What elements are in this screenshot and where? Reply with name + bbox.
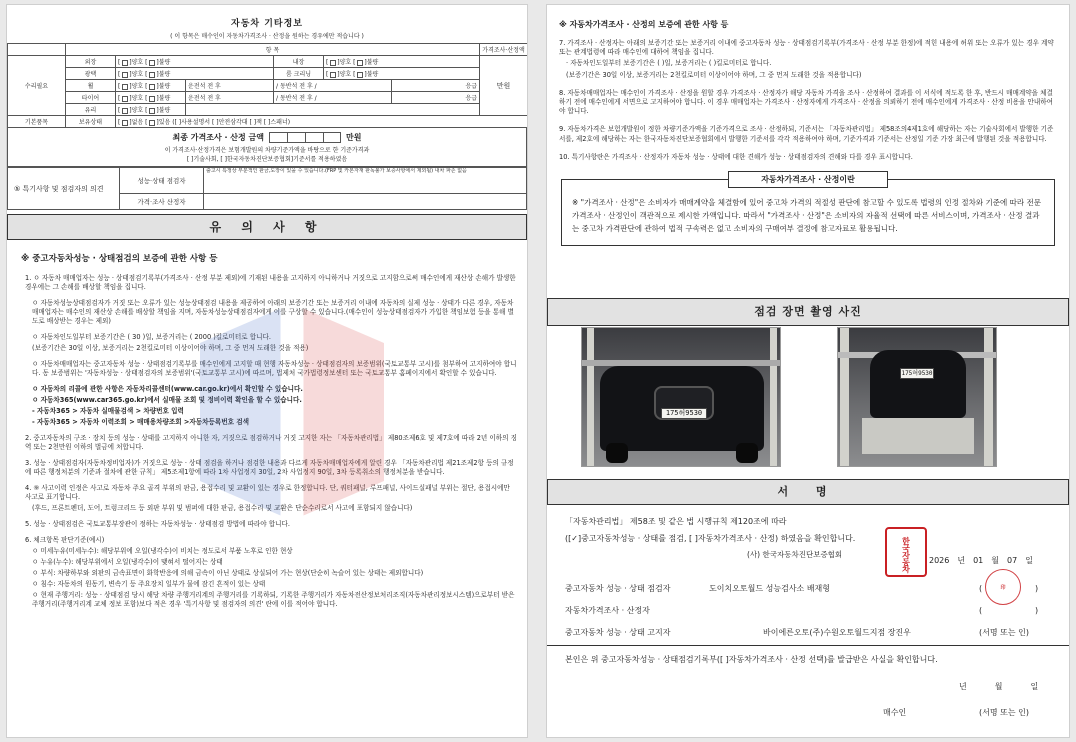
guarantee-item-line: (보증기간은 30일 이상, 보증거리는 2천킬로미터 이상이어야 하며, 그 중 먼저 도래한 것을 적용합니다) <box>566 70 862 79</box>
sign-date-month-unit: 월 <box>991 556 1000 565</box>
exterior-options[interactable]: [ ]양호 [ ]불량 <box>116 56 274 68</box>
pricer-seal-paren: ( <box>979 606 983 615</box>
notice-item-line: 6. 체크항목 판단기준(예시) <box>25 536 105 544</box>
wheel-options[interactable]: [ ]양호 [ ]불량 <box>116 80 186 92</box>
buyer-date: 년 월 일 <box>959 682 1039 691</box>
opinion-inspector-text: 출고시 특정상 부분적인 판금,도장이 있을 수 있습니다.(FRP 및 카본자재 판독불가 보증사항에서 제외됨) 내차 파손 없음 <box>204 168 527 194</box>
notice-item <box>25 360 517 378</box>
inspection-photo-rear <box>837 327 997 467</box>
info-box <box>561 179 1055 246</box>
final-price-note1: 이 가격조사·산정가격은 보험개발원의 차량기준가액을 바탕으로 한 기준가격과 <box>164 147 370 154</box>
inspector-seal-paren-close: ) <box>1035 584 1039 593</box>
notice-item <box>25 333 517 353</box>
notice-item-line: 1. ㅇ 자동차 매매업자는 성능 · 상태점검기록부(가격조사 · 산정 부분 제외)에 기재된 내용을 고지하지 아니하거나 거짓으로 고지함으로써 매수인에게 재산상 손해가 발생한 경우에는 그 손해를 배상할 책임을 집니다. <box>25 274 516 291</box>
gloss-options[interactable]: [ ]양호 [ ]불량 <box>116 68 274 80</box>
notice-item <box>25 385 517 427</box>
notice-item-line: ㅇ 현재 주행거리: 성능 · 상태점검 당시 해당 차량 주행거리계의 주행거리를 기록하되, 기록한 주행거리가 자동차전산정보처리조직(자동차관리정보시스템)으로부터 받은 주행거리(주행거리계 교체 정보 포함)보다 적은 경우 '특기사항 및 점검자의 의견' 란에 이를 적어야 합니다. <box>32 591 515 608</box>
etc-info-table <box>7 43 528 128</box>
notice-item-line: ㅇ 자동차의 리콜에 관한 사항은 자동차리콜센터(www.car.go.kr)에서 확인할 수 있습니다. <box>32 385 303 393</box>
row-label-gloss: 광택 <box>66 68 116 80</box>
left-page <box>6 4 528 738</box>
tire-options[interactable]: [ ]양호 [ ]불량 <box>116 92 186 104</box>
guarantee-item-line: · 자동차인도일부터 보증기간은 ( )일, 보증거리는 ( )킬로미터로 합니다. <box>566 59 772 68</box>
wheel-driver: 운전석 전 후 <box>186 80 274 92</box>
guarantee-item-line: 8. 자동차매매업자는 매수인이 가격조사 · 산정을 원할 경우 가격조사 · 산정자가 해당 자동차 가격을 조사 · 산정하여 결과를 이 서식에 적도록 한 후, 반드시 매매계약을 체결하기 전에 매수인에게 서면으로 고지하여야 합니다. 이 경우 매매업자는 가격조사 · 산정자에게 가격조사 · 산정을 의뢰하기 전에 매수인에게 가격조사 · 산정 비용을 안내하여야 합니다. <box>559 88 1053 116</box>
inspector-seal-icon: 印 <box>985 569 1021 605</box>
group-basic-label: 기본품목 <box>8 116 66 128</box>
guarantee-item-line: 10. 특기사항란은 가격조사 · 산정자가 자동차 성능 · 상태에 대한 견해가 성능 · 상태점검자의 견해와 다를 경우 표시합니다. <box>559 152 913 161</box>
sign-date-day-unit: 일 <box>1025 556 1033 565</box>
plate-rear: 175허9530 <box>901 370 933 377</box>
sign-line2: ([✓]중고자동차성능 · 상태를 점검, [ ]자동차가격조사 · 산정) 하였음을 확인합니다. <box>565 534 856 543</box>
row-label-exterior: 외장 <box>66 56 116 68</box>
form-subtitle: ( 이 항목은 매수인이 자동차가격조사 · 산정을 원하는 경우에만 적습니다 ) <box>170 33 364 40</box>
buyer-sign: (서명 또는 인) <box>979 708 1029 717</box>
final-price-block <box>7 128 527 167</box>
tire-emergency: 응급 <box>392 92 480 104</box>
col-header-price: 가격조사·산정액 <box>480 44 528 56</box>
opinion-inspector-label: 성능·상태 점검자 <box>120 168 204 194</box>
info-box-text: ※ "가격조사 · 산정"은 소비자가 매매계약을 체결함에 있어 중고차 가격의 적절성 판단에 참고할 수 있도록 법령의 인정 절차와 기준에 따라 전문 가격조사 · 산정인이 객관적으로 제시한 가액입니다. 따라서 "가격조사 · 산정"은 소비자의 자율적 선택에 따른 서비스이며, 가격조사 · 산정 결과는 중고차 가격판단에 관하여 법적 구속력은 없고 소비자의 구매여부 결정에 참고자료로 활용됩니다. <box>572 198 1041 234</box>
guarantee-item <box>559 125 1057 143</box>
photo-heading: 점검 장면 촬영 사진 <box>547 298 1069 326</box>
opinion-pricer-field[interactable] <box>204 194 527 210</box>
guarantee-item <box>559 39 1057 80</box>
row-label-room-cleaning: 룸 크리닝 <box>274 68 324 80</box>
notice-item-line: 2. 중고자동차의 구조 · 장치 등의 성능 · 상태를 고지하지 아니한 자, 거짓으로 점검하거나 거짓 고지한 자는 「자동차관리법」 제80조제6호 및 제7호에 따라 2년 이하의 징역 또는 2천만원 이하의 벌금에 처합니다. <box>25 434 517 451</box>
notice-item-line: (보증기간은 30일 이상, 보증거리는 2천킬로미터 이상이어야 하며, 그 중 먼저 도래한 것을 적용) <box>32 344 309 352</box>
wheel-passenger: / 동반석 전 후 / <box>274 80 392 92</box>
notice-item-line: ㅇ 누유(누수): 해당부위에서 오일(냉각수)이 맺혀서 떨어지는 상태 <box>32 558 223 566</box>
sign-heading: 서 명 <box>547 479 1069 505</box>
inspection-photo-front <box>581 327 781 467</box>
opinion-label: ⑤ 특기사항 및 점검자의 의견 <box>8 168 120 210</box>
final-price-box[interactable] <box>269 132 341 143</box>
notice-item-line: ㅇ 미세누유(미세누수): 해당부위에 오일(냉각수)이 비치는 정도로서 부품 노후로 인한 현상 <box>32 547 293 555</box>
tire-driver: 운전석 전 후 <box>186 92 274 104</box>
price-unit: 만원 <box>480 56 528 116</box>
notice-item-line: 4. ⑨ 사고이력 인정은 사고로 자동차 주요 골격 부위의 판금, 용접수리 및 교환이 있는 경우로 한정합니다. 단, 쿼터패널, 루프패널, 사이드실패널 부위는 절단, 용접시에만 사고로 표기합니다. <box>25 484 510 501</box>
divider <box>547 645 1069 646</box>
notice-item-line: 3. 성능 · 상태점검자(자동차정비업자)가 거짓으로 성능 · 상태 점검을 하거나 점검한 내용과 다르게 자동차매매업자에게 알린 경우 「자동차관리법 제21조제2항 등의 규정에 따른 행정처분의 기준과 절차에 관한 규칙」 제5조제1항에 따라 1차 사업정지 30일, 2차 사업정지 90일, 3차 등록취소의 행정처분을 받습니다. <box>25 459 514 476</box>
sign-date-day: 07 <box>1007 556 1018 565</box>
notice-item <box>25 459 517 477</box>
inspector-seal-paren: ( <box>979 584 983 593</box>
association-name: (사) 한국자동차진단보증협회 <box>747 550 843 559</box>
sign-date-month: 01 <box>973 556 984 565</box>
notice-item-line: (후드, 프론트펜더, 도어, 트렁크리드 등 외판 부위 및 범퍼에 대한 판금, 용접수리 및 교환은 단순수리로서 사고에 포함되지 않습니다) <box>32 504 413 512</box>
notice-item-line: 5. 성능 · 상태점검은 국토교통부장관이 정하는 자동차성능 · 상태점검 방법에 따라야 합니다. <box>25 520 290 528</box>
col-header-item: 항 목 <box>66 44 480 56</box>
holding-options[interactable]: [ ]없음 [ ]있음 ([ ]사용설명서 [ ]안전삼각대 [ ]잭 [ ]스패너) <box>116 116 528 128</box>
row-label-tire: 타이어 <box>66 92 116 104</box>
notice-item-line: ㅇ 자동차성능상태점검자가 거짓 또는 오류가 있는 성능상태점검 내용을 제공하여 아래의 보증기간 또는 보증거리 이내에 자동차의 실제 성능 · 상태가 다른 경우, 자동차매매업자는 매수인의 재산상 손해를 배상할 책임을 지며, 자동차성능상태점검자에게 이를 구상할 수 있습니다.(매수인이 성능상태점검자가 가입한 책임보험 등을 통해 별도로 배상받는 경우는 제외) <box>32 299 514 325</box>
group-repair-label: 수리필요 <box>8 56 66 116</box>
notice-subheading: ※ 중고자동차성능 · 상태점검의 보증에 관한 사항 등 <box>21 254 218 264</box>
notice-item <box>25 484 517 513</box>
inspector-value: 도이치오토월드 성능검사소 배재형 <box>709 584 831 593</box>
notice-item-line: - 자동차365 > 자동차 실매물검색 > 차량번호 입력 <box>32 407 184 415</box>
notice-items <box>7 274 527 609</box>
room-cleaning-options[interactable]: [ ]양호 [ ]불량 <box>324 68 480 80</box>
tire-passenger: / 동반석 전 후 / <box>274 92 392 104</box>
notice-item-line: ㅇ 자동차365(www.car365.go.kr)에서 실매물 조회 및 정비이력 확인을 할 수 있습니다. <box>32 396 302 404</box>
glass-options[interactable]: [ ]양호 [ ]불량 <box>116 104 186 116</box>
sign-line1: 「자동차관리법」 제58조 및 같은 법 시행규칙 제120조에 따라 <box>565 517 787 526</box>
notice-item-line: ㅇ 침수: 자동차의 원동기, 변속기 등 주요장치 일부가 물에 잠긴 흔적이 있는 상태 <box>32 580 266 588</box>
sign-date-year: 2026 <box>929 556 950 565</box>
row-label-wheel: 휠 <box>66 80 116 92</box>
pricer-label: 자동차가격조사 · 산정자 <box>565 606 650 615</box>
notice-item-line: - 자동차365 > 자동차 이력조회 > 매매용차량조회 >자동차등록번호 검색 <box>32 418 250 426</box>
notice-item <box>25 299 517 326</box>
buyer-label: 매수인 <box>883 708 907 717</box>
guarantee-items <box>547 39 1069 162</box>
guarantee-item-line: 7. 가격조사 · 산정자는 아래의 보증기간 또는 보증거리 이내에 중고자동차 성능 · 상태점검기록부(가격조사 · 산정 부분 한정)에 적힌 내용에 허위 또는 오류가 있는 경우 계약 또는 관계법령에 따라 매수인에 대하여 책임을 집니다. <box>559 39 1054 57</box>
notice-item-line: ㅇ 자동차인도일부터 보증기간은 ( 30 )일, 보증거리는 ( 2000 )킬로미터로 합니다. <box>32 333 271 341</box>
guarantee-item-line: 9. 자동차가격은 보험개발원이 정한 차량기준가액을 기준가격으로 조사 · 산정하되, 기준서는 「자동차관리법」 제58조의4제1호에 해당하는 자는 기술사회에서 발행한 기준서를, 제2호에 해당하는 자는 한국자동차진단보증협회에서 발행한 기준서를 각각 적용하여야 하며, 기준가격과 기준서는 산정일 기준 가장 최근에 발행된 것을 적용합니다. <box>559 125 1054 143</box>
guarantee-heading: ※ 자동차가격조사 · 산정의 보증에 관한 사항 등 <box>559 20 729 29</box>
confirm-text: 본인은 위 중고자동차성능 · 상태점검기록부([ ]자동차가격조사 · 산정 선택)를 발급받은 사실을 확인합니다. <box>565 655 938 664</box>
notifier-value: 바이에른오토(주)수원오토월드지점 장진우 <box>763 628 911 637</box>
plate-front: 175허9530 <box>661 408 707 419</box>
form-title: 자동차 기타정보 <box>231 19 303 29</box>
final-price-unit: 만원 <box>346 133 362 142</box>
guarantee-item <box>559 153 1057 162</box>
notifier-sign: (서명 또는 인) <box>979 628 1029 637</box>
row-label-holding: 보유상태 <box>66 116 116 128</box>
row-label-interior: 내장 <box>274 56 324 68</box>
notice-heading: 유 의 사 항 <box>7 214 527 240</box>
row-label-glass: 유리 <box>66 104 116 116</box>
notice-item-line: ㅇ 부식: 차량하부와 외판의 금속표면이 화학반응에 의해 금속이 아닌 상태로 상실되어 가는 현상(단순히 녹슬어 있는 상태는 제외합니다) <box>32 569 424 577</box>
right-page <box>546 4 1070 738</box>
association-seal-icon: 한국자동차 <box>885 527 927 577</box>
pricer-seal-paren-close: ) <box>1035 606 1039 615</box>
wheel-emergency: 응급 <box>392 80 480 92</box>
final-price-label: 최종 가격조사 · 산정 금액 <box>172 133 264 142</box>
interior-options[interactable]: [ ]양호 [ ]불량 <box>324 56 480 68</box>
info-box-title: 자동차가격조사 · 산정이란 <box>728 171 888 188</box>
opinion-table <box>7 167 527 210</box>
final-price-note2: [ ]기술사회, [ ]한국자동차진단보증협회]기준서를 적용하였음 <box>186 156 348 163</box>
sign-date <box>929 555 1033 567</box>
notifier-label: 중고자동차 성능 · 상태 고지자 <box>565 628 671 637</box>
sign-date-year-unit: 년 <box>957 556 966 565</box>
notice-item <box>25 274 517 292</box>
opinion-pricer-label: 가격·조사 산정자 <box>120 194 204 210</box>
notice-item-line: ㅇ 자동차매매업자는 중고자동차 성능 · 상태점검기록부를 매수인에게 고지할 때 현행 자동차성능 · 상태점검자의 보증범위(국토교통부 고시)를 첨부하여 고지하여야 합니다. 동 보증범위는 '자동차성능 · 상태점검자의 보증범위'(국토교통부 고시)에 따르며, 법제처 국가법령정보센터 또는 국토교통부 홈페이지에서 확인할 수 있습니다. <box>32 360 517 377</box>
guarantee-item <box>559 89 1057 117</box>
notice-item <box>25 434 517 452</box>
notice-item <box>25 520 517 529</box>
notice-item <box>25 536 517 609</box>
inspector-label: 중고자동차 성능 · 상태 점검자 <box>565 584 671 593</box>
